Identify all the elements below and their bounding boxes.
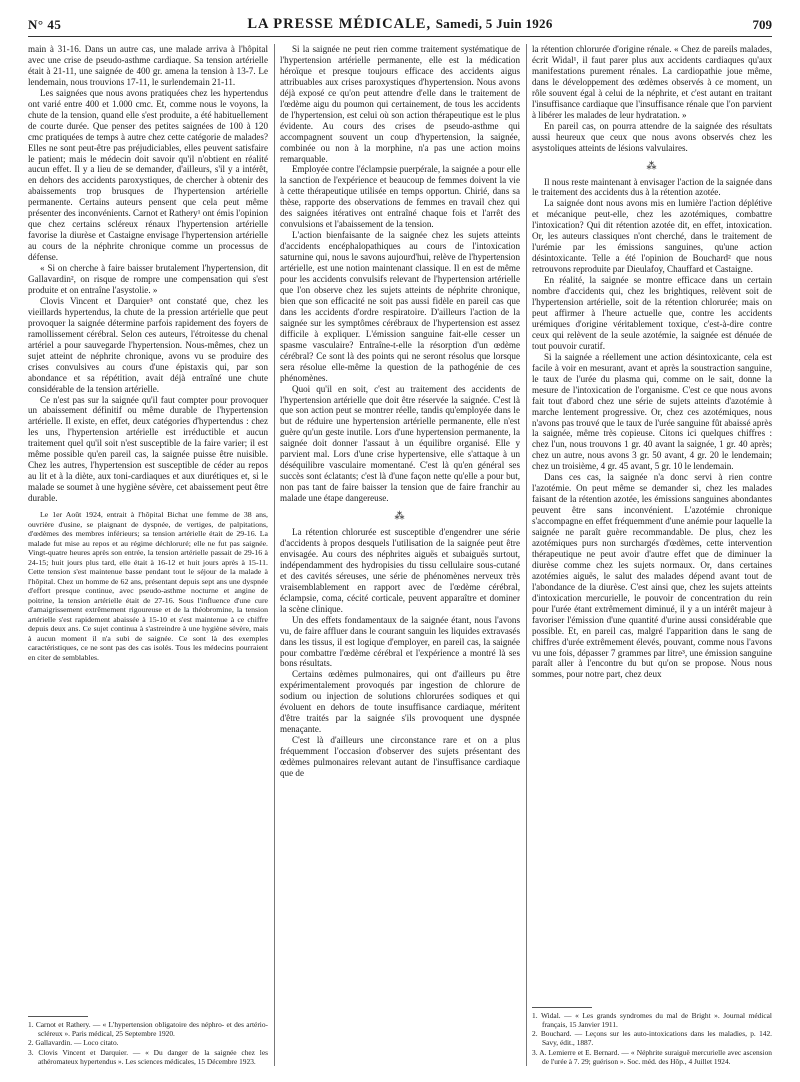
issue-date: Samedi, 5 Juin 1926 bbox=[435, 16, 553, 31]
footnote: 3. A. Lemierre et E. Bernard. — « Néphrite suraiguë mercurielle avec ascension de l'urée à 7. 29; guérison ». Soc. méd. des Hôp., 4 Juillet 1924. bbox=[532, 1047, 772, 1066]
section-asterism: ⁂ bbox=[646, 160, 658, 172]
footnote: 3. Clovis Vincent et Darquier. — « Du danger de la saignée chez les athéromateux hypertendus ». Les sciences médicales, 15 Décembre 1923. bbox=[28, 1047, 268, 1066]
paragraph: Il nous reste maintenant à envisager l'action de la saignée dans le traitement des accidents dus à la rétention azotée. bbox=[532, 176, 772, 198]
column-divider bbox=[274, 44, 275, 1066]
journal-title-line bbox=[28, 16, 772, 33]
paragraph: L'action bienfaisante de la saignée chez les sujets atteints d'accidents encéphalopathiques au cours de l'intoxication saturnine qui, nous le savons aujourd'hui, relève de l'hypertension artérielle, est une notion maintenant classique. Il en est de même pour les accidents convulsifs relevant de l'hypertension artérielle que l'on observe chez les sujets atteints de néphrite chronique, bien que son efficacité ne soit pas aussi fidèle en pareil cas que dans les accidents d'ordre respiratoire. D'ailleurs l'action de la saignée sur les symptômes cérébraux de l'hypertension est assez difficile à expliquer. L'émission sanguine fait-elle cesser un spasme vasculaire? Entraîne-t-elle la résorption d'un œdème cérébral? Ce sont là des points qui ne seront résolus que lorsque sera résolue elle-même la question de la pathogénie de ces phénomènes. bbox=[280, 230, 520, 383]
footnotes bbox=[28, 1012, 268, 1066]
paragraph: En pareil cas, on pourra attendre de la saignée des résultats aussi heureux que ceux que nous avons observés chez les asystoliques atteints de lésions valvulaires. bbox=[532, 120, 772, 153]
paragraph: main à 31-16. Dans un autre cas, une malade arriva à l'hôpital avec une crise de pseudo-asthme cardiaque. Sa tension artérielle était à 21-11, une saignée de 400 gr. amena la tension à 13-7. Le lendemain, nous trouvions 17-11, le surlendemain 21-11. bbox=[28, 44, 268, 87]
paragraph: Ce n'est pas sur la saignée qu'il faut compter pour provoquer un abaissement définitif ou même durable de l'hypertension artérielle. Il existe, en effet, deux catégories d'hypertendus : chez les uns, l'hypertension artérielle est irréductible et aucun traitement quel qu'il soit n'est susceptible de la faire varier; il est même possible qu'en pareil cas, la saignée puisse être nuisible. Chez les autres, l'hypertension est susceptible de céder au repos au lit et à la diète, aux toni-cardiaques et aux diurétiques et, si le malade se soumet à une hygiène sévère, cet abaissement peut être durable. bbox=[28, 394, 268, 504]
column-left bbox=[28, 44, 268, 1066]
case-report-small: Le 1er Août 1924, entrait à l'hôpital Bichat une femme de 38 ans, ouvrière d'usine, se plaignant de dyspnée, de vertiges, de palpitations, d'œdèmes des membres inférieurs; sa tension artérielle était de 29-16. La malade fut mise au repos et au régime déchloruré; elle ne fut pas saignée. Vingt-quatre heures après son entrée, la tension artérielle passait de 29-16 à 24-15; huit jours plus tard, elle était à 16-12 et huit jours après à 15-11. Cette tension s'est maintenue basse pendant tout le séjour de la malade à l'hôpital. Chez un homme de 62 ans, présentant depuis sept ans une dyspnée d'effort presque continue, avec pseudo-asthme nocturne et angine de poitrine, la tension artérielle était de 27-16. Sous l'influence d'une cure d'amaigrissement extrêmement rigoureuse et de la théobromine, la tension artérielle s'est rapidement abaissée à 15-10 et s'est maintenue à ce chiffre depuis deux ans. Ce sujet continua à s'astreindre à une hygiène sévère, mais à aucun moment il n'a subi de saignée. Ce sont là des exemples caractéristiques, ce ne sont pas des cas isolés. Tous les médecins pourraient en citer de semblables. bbox=[28, 510, 268, 662]
paragraph: la rétention chlorurée d'origine rénale. « Chez de pareils malades, écrit Widal¹, il faut parer plus aux accidents cardiaques qu'aux manifestations purement rénales. La cardiopathie joue même, dans le développement des œdèmes observés à ce moment, un rôle souvent égal à celui de la néphrite, et c'est autant en traitant l'insuffisance cardiaque que l'insuffisance rénale que l'on parvient à libérer les malades de leur hydratation. » bbox=[532, 44, 772, 120]
issue-number: N° 45 bbox=[28, 17, 62, 32]
page-header bbox=[28, 14, 772, 37]
paragraph: Dans ces cas, la saignée n'a donc servi à rien contre l'azotémie. On peut même se demander si, chez les malades faisant de la rétention azotée, les émissions sanguines abondantes peuvent être sans inconvénient. L'azotémie chronique s'accompagne en effet fréquemment d'une anémie pour laquelle la saignée ne paraît guère recommandable. De plus, chez les azotémiques purs non surchargés d'œdèmes, cette intervention thérapeutique ne peut avoir d'autre effet que de diminuer la diurèse comme chez les sujets normaux. Or, dans certaines azotémies aiguës, le salut des malades dépend avant tout de l'abondance de la diurèse. C'est ainsi que, chez les sujets atteints d'intoxication mercurielle, le pouvoir de concentration du rein pour l'urée étant extrêmement diminué, il y a un intérêt majeur à favoriser l'émission d'une quantité d'urine aussi considérable que possible. Et, en pareil cas, malgré l'apparition dans le sang de chiffres d'urée extrêmement élevés, pouvant, comme nous l'avons vu une fois, dépasser 7 grammes par litre³, une émission sanguine paraît aller à l'encontre du but qu'on se propose. Nous nous sommes, pour notre part, chez deux bbox=[532, 472, 772, 680]
footnote-separator bbox=[532, 1007, 592, 1008]
page-number: 709 bbox=[752, 17, 772, 32]
footnote: 1. Carnot et Rathery. — « L'hypertension obligatoire des néphro- et des artério-scléreux ». Paris médical, 25 Septembre 1920. bbox=[28, 1019, 268, 1039]
column-right bbox=[532, 44, 772, 1066]
paragraph: C'est là d'ailleurs une circonstance rare et on a plus fréquemment l'occasion d'observer des sujets présentant des œdèmes pulmonaires relevant autant de l'insuffisance cardiaque que de bbox=[280, 735, 520, 778]
paragraph: La rétention chlorurée est susceptible d'engendrer une série d'accidents à propos desquels l'utilisation de la saignée peut être envisagée. Au cours des néphrites aiguës et subaiguës surtout, indépendamment des hydropisies du tissu cellulaire sous-cutané et des cavités séreuses, une série de phénomènes nerveux très vraisemblablement en rapport avec de l'œdème cérébral, éclampsie, coma, cécité corticale, peuvent apparaître et dominer la scène clinique. bbox=[280, 527, 520, 614]
section-asterism: ⁂ bbox=[394, 511, 406, 523]
paragraph: Si la saignée a réellement une action désintoxicante, cela est facile à voir en mesurant, avant et après la soustraction sanguine, le taux de l'urée du plasma qui, comme on le sait, donne la mesure de l'intoxication de l'organisme. C'est ce que nous avons fait tout d'abord chez une série de sujets atteints d'azotémie à marche lentement progressive. Or, chez ces azotémiques, nous n'avons pas trouvé que le taux de l'urée sanguine fût abaissé après la saignée, même très copieuse. Citons ici quelques chiffres : chez l'un, nous trouvons 1 gr. 40 avant la saignée, 1 gr. 40 après; chez un autre, nous avons 3 gr. 50 avant, 4 gr. 20 le lendemain; chez un troisième, 4 gr. 45 avant, 5 gr. 10 le lendemain. bbox=[532, 351, 772, 472]
footnote-separator bbox=[28, 1016, 88, 1017]
paragraph: Les saignées que nous avons pratiquées chez les hypertendus ont varié entre 400 et 1.000 cmc. Et, comme nous le voyons, la chute de la tension, quand elle s'est produite, a été habituellement de courte durée. Que penser des petites saignées de 100 à 120 cmc pratiquées de temps à autre chez cette catégorie de malades? Elles ne sont peut-être pas préjudiciables, elles peuvent satisfaire le patient; mais le médecin doit savoir qu'il n'obtient en réalité aucun effet. Il y a lieu de se demander, d'ailleurs, s'il y a intérêt, en dehors des accidents paroxystiques, de chercher à obtenir des abaissements trop brusques de l'hypertension artérielle permanente. Certains auteurs pensent que cela peut même présenter des inconvénients. Carnot et Rathery¹ ont émis l'opinion que chez certains scléreux rénaux l'hypertension artérielle favorise la diurèse et Castaigne envisage l'hypertension artérielle au cours de la néphrite chronique comme un processus de défense. bbox=[28, 87, 268, 263]
footnote: 1. Widal. — « Les grands syndromes du mal de Bright ». Journal médical français, 15 Janvier 1911. bbox=[532, 1010, 772, 1029]
paragraph: Un des effets fondamentaux de la saignée étant, nous l'avons vu, de faire affluer dans le courant sanguin les liquides extravasés dans les tissus, il est logique d'employer, en pareil cas, la saignée pour combattre l'œdème cérébral et l'expérience a montré là ses bons résultats. bbox=[280, 614, 520, 669]
paragraph: Certains œdèmes pulmonaires, qui ont d'ailleurs pu être expérimentalement provoqués par ingestion de chlorure de sodium ou injection de solutions chlorurées sodiques et qui évoluent en dehors de toute insuffisance cardiaque, méritent d'être traités par la saignée s'ils provoquent une dyspnée menaçante. bbox=[280, 669, 520, 735]
column-divider bbox=[526, 44, 527, 1066]
text-columns bbox=[28, 44, 772, 1066]
paragraph: Quoi qu'il en soit, c'est au traitement des accidents de l'hypertension artérielle que doit être réservée la saignée. C'est là que son action peut se montrer réelle, tandis qu'employée dans le but de réduire une hypertension artérielle permanente, elle n'est guère qu'un geste inutile. Lors d'une hypertension permanente, la saignée doit donner l'assaut à un équilibre organisé. Elle y parvient mal. Lors d'une crise hypertensive, elle s'attaque à un déséquilibre vasculaire momentané. C'est là qu'en général ses succès sont éclatants; c'est là d'une façon nette qu'elle a pour but, non pas tant de faire baisser la tension que de faire franchir au malade une étape dangereuse. bbox=[280, 383, 520, 504]
column-middle bbox=[280, 44, 520, 1066]
paragraph: Si la saignée ne peut rien comme traitement systématique de l'hypertension artérielle permanente, elle est la médication héroïque et presque toujours efficace des accidents aigus attribuables aux crises paroxystiques d'hypertension. Nous avons déjà exposé ce qu'on peut attendre d'elle dans le traitement de l'œdème aigu du poumon qui certainement, de tous les accidents de l'hypertension, est celui où son action thérapeutique est le plus évidente. Au cours des crises de pseudo-asthme qui accompagnent souvent un coup d'hypertension, la saignée, combinée ou non à la morphine, n'a pas une action moins remarquable. bbox=[280, 44, 520, 164]
footnote: 2. Gallavardin. — Loco citato. bbox=[28, 1038, 119, 1048]
quote-paragraph: « Si on cherche à faire baisser brutalement l'hypertension, dit Gallavardin², on risque de rompre une compensation qui s'est produite et on entraîne l'asystolie. » bbox=[28, 263, 268, 295]
footnotes bbox=[532, 1003, 772, 1066]
journal-title: LA PRESSE MÉDICALE, bbox=[247, 16, 432, 32]
paragraph: Employée contre l'éclampsie puerpérale, la saignée a pour elle la sanction de l'expérience et beaucoup de femmes doivent la vie à cette thérapeutique utilisée en temps opportun. Chirié, dans sa thèse, rapporte des observations de femmes en travail chez qui des saignées itératives ont entraîné chaque fois et l'arrêt des convulsions et l'abaissement de la tension. bbox=[280, 164, 520, 230]
footnote: 2. Bouchard. — Leçons sur les auto-intoxications dans les maladies, p. 142. Savy, édit., 1887. bbox=[532, 1029, 772, 1048]
paragraph: En réalité, la saignée se montre efficace dans un certain nombre d'accidents qui, chez les brightiques, relèvent soit de l'hypertension artérielle, soit de la rétention chlorurée; mais on peut affirmer à l'heure actuelle que, contre les accidents urémiques d'origine véritablement toxique, c'est-à-dire contre ceux qui relèvent de la seule azotémie, la saignée est dénuée de tout pouvoir curatif. bbox=[532, 275, 772, 351]
paragraph: La saignée dont nous avons mis en lumière l'action déplétive et mécanique peut-elle, chez les azotémiques, combattre l'intoxication? Qui dit rétention azotée dit, en effet, intoxication. Or, les auteurs classiques n'ont cherché, dans le traitement de l'urémie par les émissions sanguines, qu'une action désintoxicante. Telle a été l'opinion de Bouchard² que nous retrouvons reproduite par Dieulafoy, Chauffard et Castaigne. bbox=[532, 198, 772, 275]
paragraph: Clovis Vincent et Darquier³ ont constaté que, chez les vieillards hypertendus, la chute de la pression artérielle que peut provoquer la saignée détermine parfois rapidement des foyers de ramollissement cérébral. Selon ces auteurs, l'étroitesse du chenal artériel a pour sauvegarde l'hypertension. Nous-mêmes, chez un sujet atteint de néphrite chronique, avons vu se produire des crises convulsives au cours d'une épistaxis qui, par son abondance et sa répétition, avait déjà entraîné une chute considérable de la tension artérielle. bbox=[28, 295, 268, 394]
journal-page bbox=[28, 14, 772, 1072]
